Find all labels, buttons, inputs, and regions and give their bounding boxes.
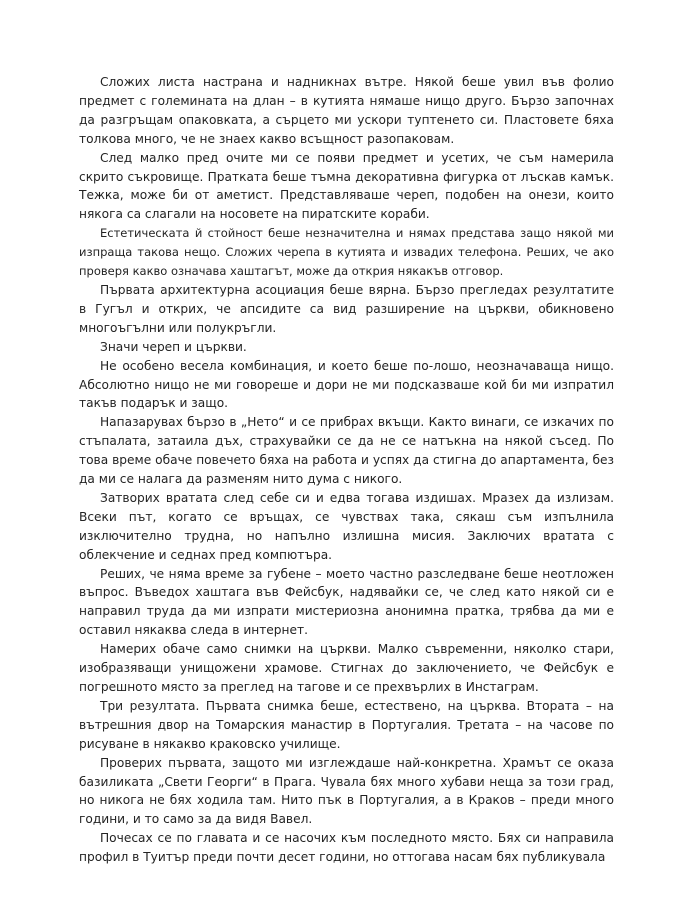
paragraph: Намерих обаче само снимки на църкви. Малко съвременни, няколко стари, изобразяващи унищожени храмове. Стигнах до заключението, че Фейсбук е погрешното място за преглед на тагове и се прехвърлих в Инстаграм. — [79, 642, 614, 694]
paragraph: След малко пред очите ми се появи предмет и усетих, че съм намерила скрито съкровище. Пратката беше тъмна декоративна фигурка от лъскав камък. Тежка, може би от аметист. Представляваше череп, подобен на онези, които някога са слагали на носовете на пиратските кораби. — [79, 150, 614, 222]
paragraph: Естетическата й стойност беше незначителна и нямах представа защо някой ми изпраща такова нещо. Сложих черепа в кутията и извадих телефона. Реших, че ако проверя какво означава хаштагът, може да открия някакъв отговор. — [79, 226, 614, 279]
paragraph: Три резултата. Първата снимка беше, естествено, на църква. Втората – на вътрешния двор на Томарския манастир в Португалия. Третата – на часове по рисуване в някакво краковско училище. — [79, 698, 614, 751]
paragraph: Не особено весела комбинация, и което беше по-лошо, неозначаваща нищо. Абсолютно нищо не ми говореше и дори не ми подсказваше кой би ми изпратил такъв подарък и защо. — [79, 358, 614, 411]
paragraph: Проверих първата, защото ми изглеждаше най-конкретна. Храмът се оказа базиликата „Свети Георги“ в Прага. Чувала бях много хубави неща за този град, но никога не бях ходила там. Нито пък в Португалия, а в Краков – преди много години, и то само за да видя Вавел. — [79, 755, 614, 827]
paragraph: Почесах се по главата и се насочих към последното място. Бях си направила профил в Туитър преди почти десет години, но оттогава насам бях публикувала — [79, 831, 614, 865]
body-text — [79, 73, 614, 867]
paragraph: Затворих вратата след себе си и едва тогава издишах. Мразех да излизам. Всеки път, когато се връщах, се чувствах така, сякаш съм изпълнила изключително трудна, но напълно излишна мисия. Заключих вратата с облекчение и седнах пред компютъра. — [79, 490, 614, 562]
paragraph: Напазарувах бързо в „Нето“ и се прибрах вкъщи. Както винаги, се изкачих по стъпалата, затаила дъх, страхувайки се да не се натъкна на някой съсед. По това време обаче повечето бяха на работа и успях да стигна до апартамента, без да ми се налага да разменям нито дума с никого. — [79, 415, 614, 487]
paragraph: Сложих листа настрана и надникнах вътре. Някой беше увил във фолио предмет с големината на длан – в кутията нямаше нищо друго. Бързо започнах да разгръщам опаковката, а сърцето ми ускори туптенето си. Пластовете бяха толкова много, че не знаех какво всъщност разопаковам. — [79, 75, 614, 146]
paragraph: Реших, че няма време за губене – моето частно разследване беше неотложен въпрос. Въведох хаштага във Фейсбук, надявайки се, че след като някой си е направил труда да ми изпрати мистериозна анонимна пратка, трябва да ми е оставил някаква следа в интернет. — [79, 566, 614, 638]
paragraph: Първата архитектурна асоциация беше вярна. Бързо прегледах резултатите в Гугъл и открих, че апсидите са вид разширение на църкви, обикновено многоъгълни или полукръгли. — [79, 282, 614, 335]
paragraph: Значи череп и църкви. — [100, 339, 247, 354]
